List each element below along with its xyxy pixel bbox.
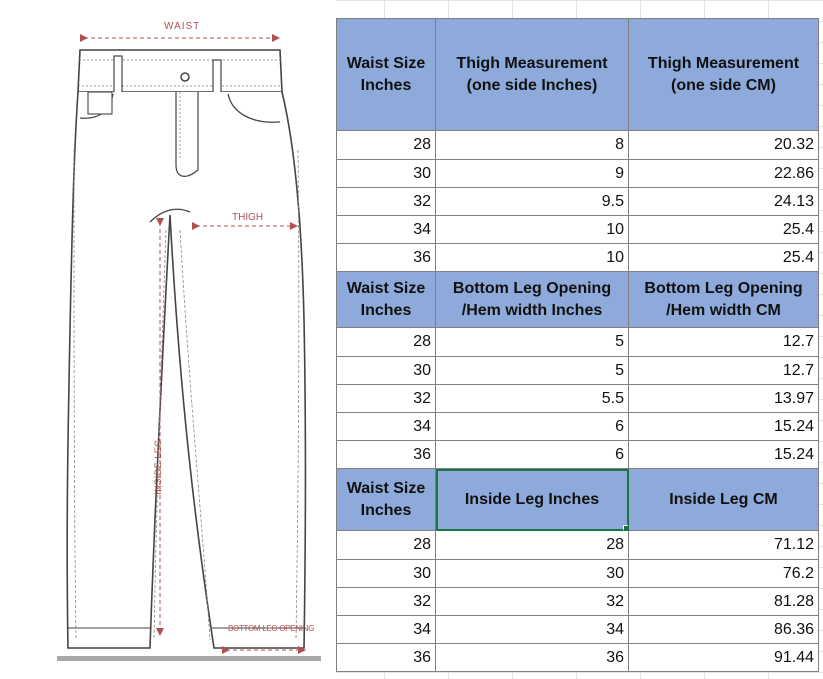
inches-cell[interactable]: 9 xyxy=(436,160,629,188)
cm-cell[interactable]: 25.4 xyxy=(629,216,819,244)
header-cell[interactable]: Thigh Measurement (one side Inches) xyxy=(436,19,629,131)
table-row xyxy=(337,531,819,560)
fill-handle[interactable] xyxy=(623,525,629,531)
inches-cell[interactable]: 5 xyxy=(436,328,629,357)
inches-cell[interactable]: 30 xyxy=(436,560,629,588)
waist-cell[interactable]: 36 xyxy=(337,441,436,469)
header-cell-text: Inside Leg Inches xyxy=(464,490,600,508)
inches-cell[interactable]: 6 xyxy=(436,441,629,469)
table-row xyxy=(337,188,819,216)
header-cell-selected[interactable] xyxy=(436,469,629,531)
cm-cell[interactable]: 91.44 xyxy=(629,644,819,672)
jeans-outline-illustration xyxy=(0,0,336,679)
size-chart-table xyxy=(336,18,819,672)
header-cell[interactable]: Waist Size Inches xyxy=(337,272,436,328)
waist-cell[interactable]: 36 xyxy=(337,644,436,672)
table-row xyxy=(337,328,819,357)
cm-cell[interactable]: 12.7 xyxy=(629,328,819,357)
waist-cell[interactable]: 28 xyxy=(337,131,436,160)
waist-cell[interactable]: 32 xyxy=(337,188,436,216)
cm-cell[interactable]: 25.4 xyxy=(629,244,819,272)
inches-cell[interactable]: 8 xyxy=(436,131,629,160)
waist-cell[interactable]: 32 xyxy=(337,588,436,616)
waist-cell[interactable]: 34 xyxy=(337,616,436,644)
button-icon xyxy=(181,73,189,81)
cm-cell[interactable]: 71.12 xyxy=(629,531,819,560)
cm-cell[interactable]: 22.86 xyxy=(629,160,819,188)
inside-leg-dimension-label: INSIDE LEG xyxy=(152,439,163,495)
waist-dimension-label: WAIST xyxy=(164,21,201,32)
cm-cell[interactable]: 12.7 xyxy=(629,357,819,385)
inches-cell[interactable]: 34 xyxy=(436,616,629,644)
table-row xyxy=(337,616,819,644)
waist-cell[interactable]: 32 xyxy=(337,385,436,413)
inches-cell[interactable]: 5 xyxy=(436,357,629,385)
table-row xyxy=(337,644,819,672)
inches-cell[interactable]: 6 xyxy=(436,413,629,441)
table-row xyxy=(337,160,819,188)
header-cell[interactable]: Inside Leg CM xyxy=(629,469,819,531)
inches-cell[interactable]: 36 xyxy=(436,644,629,672)
waist-cell[interactable]: 28 xyxy=(337,531,436,560)
header-cell[interactable]: Waist Size Inches xyxy=(337,19,436,131)
table-row xyxy=(337,441,819,469)
bottom-leg-opening-dimension-label: BOTTOM LEG OPENING xyxy=(228,624,315,633)
table-row xyxy=(337,588,819,616)
table-row xyxy=(337,560,819,588)
table-row xyxy=(337,385,819,413)
inches-cell[interactable]: 5.5 xyxy=(436,385,629,413)
table-row xyxy=(337,357,819,385)
waist-cell[interactable]: 34 xyxy=(337,216,436,244)
waist-cell[interactable]: 30 xyxy=(337,160,436,188)
inches-cell[interactable]: 28 xyxy=(436,531,629,560)
header-row xyxy=(337,469,819,531)
inches-cell[interactable]: 32 xyxy=(436,588,629,616)
cm-cell[interactable]: 81.28 xyxy=(629,588,819,616)
cm-cell[interactable]: 86.36 xyxy=(629,616,819,644)
cm-cell[interactable]: 15.24 xyxy=(629,441,819,469)
cm-cell[interactable]: 15.24 xyxy=(629,413,819,441)
header-cell[interactable]: Thigh Measurement (one side CM) xyxy=(629,19,819,131)
table-row xyxy=(337,131,819,160)
header-row xyxy=(337,19,819,131)
thigh-dimension-label: THIGH xyxy=(232,212,264,223)
inches-cell[interactable]: 9.5 xyxy=(436,188,629,216)
header-cell[interactable]: Waist Size Inches xyxy=(337,469,436,531)
table-row xyxy=(337,413,819,441)
header-cell[interactable]: Bottom Leg Opening /Hem width Inches xyxy=(436,272,629,328)
cm-cell[interactable]: 24.13 xyxy=(629,188,819,216)
table-row xyxy=(337,216,819,244)
waist-cell[interactable]: 30 xyxy=(337,357,436,385)
cm-cell[interactable]: 13.97 xyxy=(629,385,819,413)
waist-cell[interactable]: 28 xyxy=(337,328,436,357)
inches-cell[interactable]: 10 xyxy=(436,216,629,244)
waist-cell[interactable]: 36 xyxy=(337,244,436,272)
table-row xyxy=(337,244,819,272)
header-cell[interactable]: Bottom Leg Opening /Hem width CM xyxy=(629,272,819,328)
inches-cell[interactable]: 10 xyxy=(436,244,629,272)
cm-cell[interactable]: 20.32 xyxy=(629,131,819,160)
waist-cell[interactable]: 34 xyxy=(337,413,436,441)
waist-cell[interactable]: 30 xyxy=(337,560,436,588)
header-row xyxy=(337,272,819,328)
cm-cell[interactable]: 76.2 xyxy=(629,560,819,588)
jeans-diagram xyxy=(0,0,336,679)
